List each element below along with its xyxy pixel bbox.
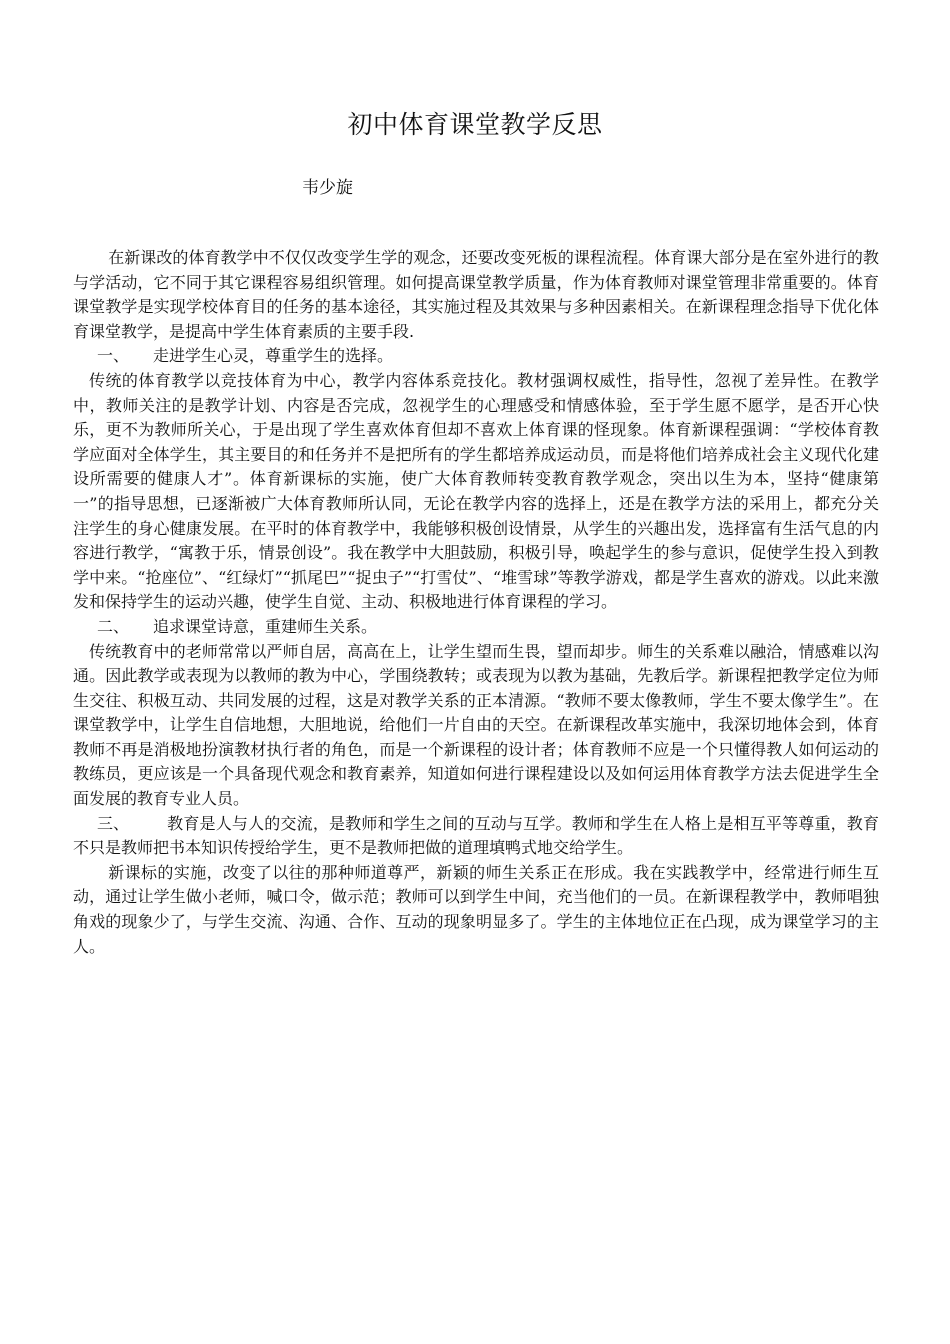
- document-body: [73, 246, 879, 959]
- section-3-paragraph: 新课标的实施，改变了以往的那种师道尊严，新颖的师生关系正在形成。我在实践教学中，经常进行师生互动，通过让学生做小老师，喊口令，做示范；教师可以到学生中间，充当他们的一员。在新课程教学中，教师唱独角戏的现象少了，与学生交流、沟通、合作、互动的现象明显多了。学生的主体地位正在凸现，成为课堂学习的主人。: [73, 862, 879, 956]
- intro-paragraph: 在新课改的体育教学中不仅仅改变学生学的观念，还要改变死板的课程流程。体育课大部分是在室外进行的教与学活动，它不同于其它课程容易组织管理。如何提高课堂教学质量，作为体育教师对课堂管理非常重要的。体育课堂教学是实现学校体育目的任务的基本途径，其实施过程及其效果与多种因素相关。在新课程理念指导下优化体育课堂教学，是提高中学生体育素质的主要手段.: [73, 248, 879, 341]
- section-2-title: 追求课堂诗意，重建师生关系。: [153, 616, 378, 636]
- section-3-title: 教育是人与人的交流，是教师和学生之间的互动与互学。教师和学生在人格上是相互平等尊重，教育不只是教师把书本知识传授给学生，更不是教师把做的道理填鸭式地交给学生。: [73, 813, 879, 858]
- section-1-paragraph: 传统的体育教学以竞技体育为中心，教学内容体系竞技化。教材强调权威性，指导性，忽视了差异性。在教学中，教师关注的是教学计划、内容是否完成，忽视学生的心理感受和情感体验，至于学生愿不愿学，是否开心快乐，更不为教师所关心，于是出现了学生喜欢体育但却不喜欢上体育课的怪现象。体育新课程强调：“学校体育教学应面对全体学生，其主要目的和任务并不是把所有的学生都培养成运动员，而是将他们培养成社会主义现代化建设所需要的健康人才”。体育新课标的实施，使广大体育教师转变教育教学观念，突出以生为本，坚持“健康第一”的指导思想，已逐渐被广大体育教师所认同，无论在教学内容的选择上，还是在教学方法的采用上，都充分关注学生的身心健康发展。在平时的体育教学中，我能够积极创设情景，从学生的兴趣出发，选择富有生活气息的内容进行教学，“寓教于乐，情景创设”。我在教学中大胆鼓励，积极引导，唤起学生的参与意识，促使学生投入到教学中来。“抢座位”、“红绿灯”“抓尾巴”“捉虫子”“打雪仗”、“堆雪球”等教学游戏，都是学生喜欢的游戏。以此来激发和保持学生的运动兴趣，使学生自觉、主动、积极地进行体育课程的学习。: [73, 370, 879, 612]
- section-3-heading: [73, 812, 879, 861]
- section-1-heading: [73, 344, 879, 369]
- section-3-number: 三、: [97, 813, 130, 833]
- section-1-number: 一、: [97, 346, 130, 366]
- section-2-paragraph: 传统教育中的老师常常以严师自居，高高在上，让学生望而生畏，望而却步。师生的关系难以融洽，情感难以沟通。因此教学或表现为以教师的教为中心，学围绕教转；或表现为以教为基础，先教后学。新课程把教学定位为师生交往、积极互动、共同发展的过程，这是对教学关系的正本清源。“教师不要太像教师，学生不要太像学生”。在课堂教学中，让学生自信地想，大胆地说，给他们一片自由的天空。在新课程改革实施中，我深切地体会到，体育教师不再是消极地扮演教材执行者的角色，而是一个新课程的设计者；体育教师不应是一个只懂得教人如何运动的教练员，更应该是一个具备现代观念和教育素养，知道如何进行课程建设以及如何运用体育教学方法去促进学生全面发展的教育专业人员。: [73, 641, 879, 809]
- section-2-number: 二、: [97, 616, 130, 636]
- document-title: 初中体育课堂教学反思: [347, 110, 603, 139]
- document-author: 韦少旋: [302, 178, 353, 198]
- section-2-heading: [73, 615, 879, 640]
- section-1-title: 走进学生心灵，尊重学生的选择。: [153, 346, 394, 366]
